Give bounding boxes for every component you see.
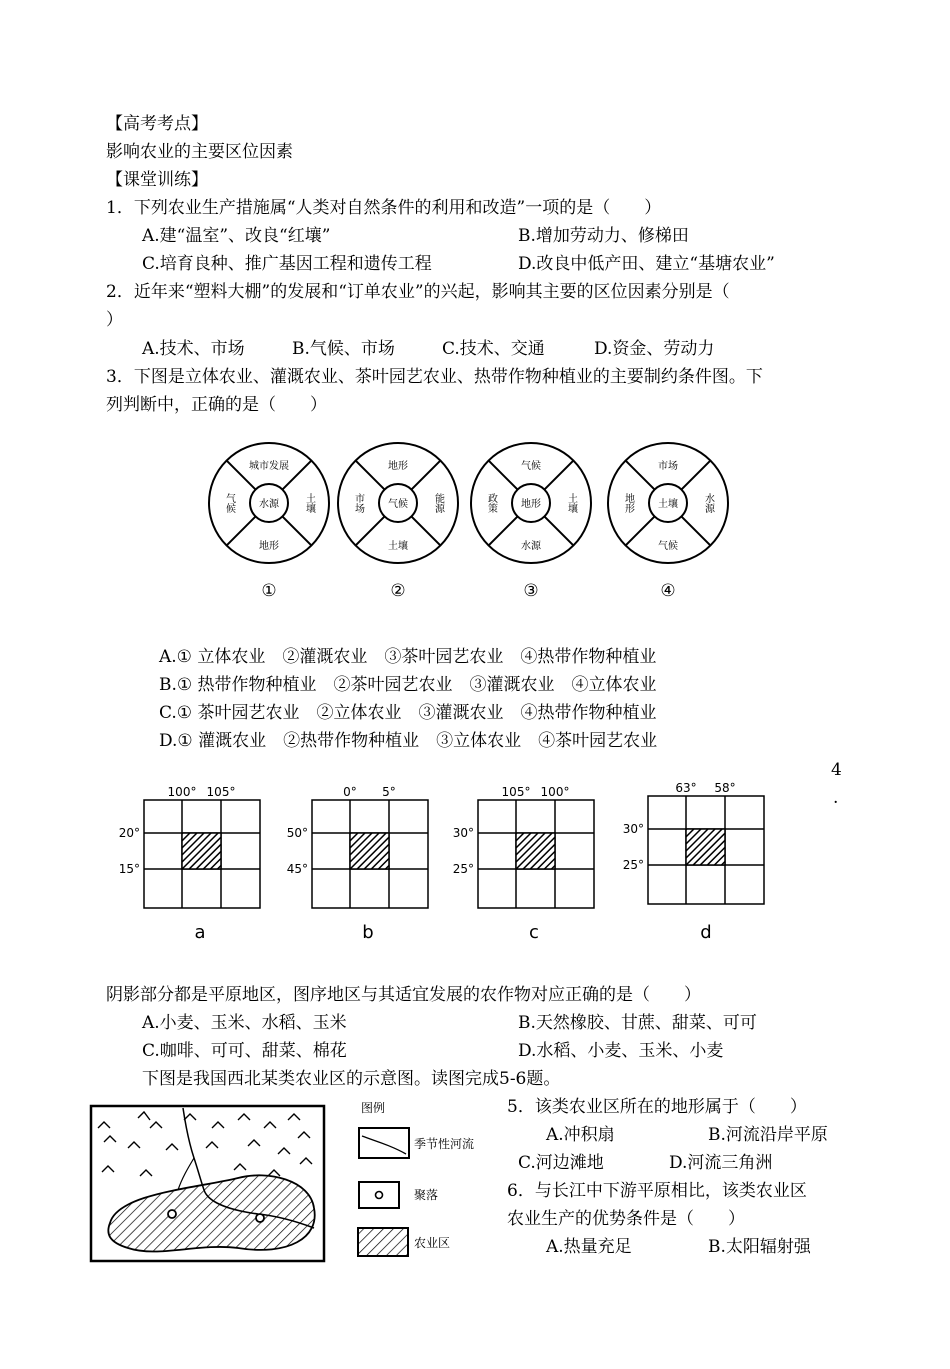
wheel-3-left: 政策 [485,493,497,513]
section-heading-practice: 【课堂训练】 [106,170,208,190]
wheel-3-top: 气候 [521,461,541,472]
wheel-3-right: 土壤 [565,493,577,513]
topic-text: 影响农业的主要区位因素 [106,142,293,162]
wheel-2-top: 地形 [388,461,408,472]
q6-stem-line1: 6．与长江中下游平原相比，该类农业区 [507,1181,807,1201]
wheel-4-right: 水源 [702,493,714,513]
q6-option-a: A.热量充足 [546,1237,632,1257]
wheel-2-right: 能源 [432,493,444,513]
q4-option-c: C.咖啡、可可、甜菜、棉花 [142,1041,347,1061]
wheel-3 [471,443,591,601]
wheel-1-center: 水源 [259,499,279,510]
q4-option-d: D.水稻、小麦、玉米、小麦 [518,1041,724,1061]
grid-b-lon2: 5° [382,785,396,799]
q2-stem-line2: ） [106,310,123,330]
wheel-2 [338,443,458,601]
wheel-3-center: 地形 [521,499,541,510]
q5-option-d: D.河流三角洲 [669,1153,773,1173]
q5-option-b: B.河流沿岸平原 [708,1125,828,1145]
wheel-2-label: ② [390,581,406,601]
q3-stem-line2: 列判断中，正确的是（ ） [106,395,327,415]
grid-d-label: d [700,922,712,943]
q3-option-d: D.① 灌溉农业 ②热带作物种植业 ③立体农业 ④茶叶园艺农业 [159,731,658,751]
wheel-1-label: ① [261,581,277,601]
settlement-1 [168,1210,176,1218]
wheel-1-top: 城市发展 [249,461,289,472]
lat-lon-grids-figure [100,770,800,950]
grid-b-lon1: 0° [343,785,357,799]
legend-farm-box [358,1228,408,1256]
wheel-2-left: 市场 [352,493,364,513]
wheel-1-bottom: 地形 [259,541,279,552]
q2-option-c: C.技术、交通 [442,339,545,359]
wheel-4 [608,443,728,601]
grid-a-lon2: 105° [206,785,236,799]
q4-number-dot: . [833,788,839,808]
wheel-3-label: ③ [523,581,539,601]
q3-option-a: A.① 立体农业 ②灌溉农业 ③茶叶园艺农业 ④热带作物种植业 [159,647,657,667]
section-heading-exam-points: 【高考考点】 [106,114,208,134]
q5-stem: 5．该类农业区所在的地形属于（ ） [507,1097,807,1117]
mountain-symbols [98,1112,312,1176]
legend-farm-label: 农业区 [414,1236,451,1250]
wheel-4-label: ④ [660,581,676,601]
grid-a-lat2: 15° [118,862,140,876]
q3-option-b: B.① 热带作物种植业 ②茶叶园艺农业 ③灌溉农业 ④立体农业 [159,675,657,695]
q4-number: 4 [831,760,842,780]
wheel-3-bottom: 水源 [521,541,541,552]
grid-d-lon2: 58° [714,781,736,795]
q56-intro: 下图是我国西北某类农业区的示意图。读图完成5-6题。 [142,1069,561,1089]
grid-d-lat2: 25° [622,858,644,872]
legend-river-label: 季节性河流 [414,1137,475,1151]
wheel-1-right: 土壤 [303,493,315,513]
q2-option-b: B.气候、市场 [292,339,395,359]
q5-option-c: C.河边滩地 [518,1153,604,1173]
q1-option-d: D.改良中低产田、建立“基塘农业” [518,254,775,274]
q2-option-a: A.技术、市场 [142,339,245,359]
grid-a-lon1: 100° [167,785,197,799]
grid-d-plain-shading [686,829,725,865]
grid-c [453,785,594,943]
wheel-4-center: 土壤 [658,499,678,510]
q6-stem-line2: 农业生产的优势条件是（ ） [507,1209,745,1229]
q1-stem: 1．下列农业生产措施属“人类对自然条件的利用和改造”一项的是（ ） [106,198,662,218]
legend-title: 图例 [360,1101,386,1115]
q4-option-a: A.小麦、玉米、水稻、玉米 [142,1013,347,1033]
grid-d-lat1: 30° [622,822,644,836]
settlement-2 [256,1214,264,1222]
q4-stem: 阴影部分都是平原地区，图序地区与其适宜发展的农作物对应正确的是（ ） [106,985,701,1005]
wheel-1-left: 气候 [223,493,235,513]
legend-river-box [359,1128,409,1158]
grid-a [119,785,260,943]
wheel-2-center: 气候 [388,499,408,510]
q3-stem-line1: 3．下图是立体农业、灌溉农业、茶叶园艺农业、热带作物种植业的主要制约条件图。下 [106,367,763,387]
q3-option-c: C.① 茶叶园艺农业 ②立体农业 ③灌溉农业 ④热带作物种植业 [159,703,657,723]
q1-option-b: B.增加劳动力、修梯田 [518,226,689,246]
grid-b-label: b [362,922,374,943]
grid-d [623,781,764,943]
grid-b-plain-shading [350,833,389,869]
wheel-2-bottom: 土壤 [388,541,408,552]
farm-area [108,1175,314,1251]
q4-option-b: B.天然橡胶、甘蔗、甜菜、可可 [518,1013,757,1033]
legend-settlement-label: 聚落 [414,1188,439,1202]
wheel-4-bottom: 气候 [658,541,678,552]
q2-option-d: D.资金、劳动力 [594,339,715,359]
wheel-4-top: 市场 [658,461,678,472]
grid-c-lon1: 105° [501,785,531,799]
grid-a-lat1: 20° [118,826,140,840]
constraint-wheels-figure [200,440,714,610]
grid-c-plain-shading [516,833,555,869]
grid-b [287,785,428,943]
grid-a-plain-shading [182,833,221,869]
q2-stem-line1: 2．近年来“塑料大棚”的发展和“订单农业”的兴起，影响其主要的区位因素分别是（ [106,282,730,302]
q1-option-c: C.培育良种、推广基因工程和遗传工程 [142,254,432,274]
grid-c-lon2: 100° [540,785,570,799]
grid-c-lat1: 30° [452,826,474,840]
q6-option-b: B.太阳辐射强 [708,1237,811,1257]
grid-c-lat2: 25° [452,862,474,876]
grid-b-lat2: 45° [286,862,308,876]
grid-c-label: c [529,922,539,943]
q5-option-a: A.冲积扇 [546,1125,615,1145]
wheel-1 [209,443,329,601]
wheel-4-left: 地形 [622,493,634,513]
grid-d-lon1: 63° [675,781,697,795]
grid-a-label: a [194,922,206,943]
grid-b-lat1: 50° [286,826,308,840]
q1-option-a: A.建“温室”、改良“红壤” [142,226,331,246]
northwest-farm-map [88,1098,498,1273]
